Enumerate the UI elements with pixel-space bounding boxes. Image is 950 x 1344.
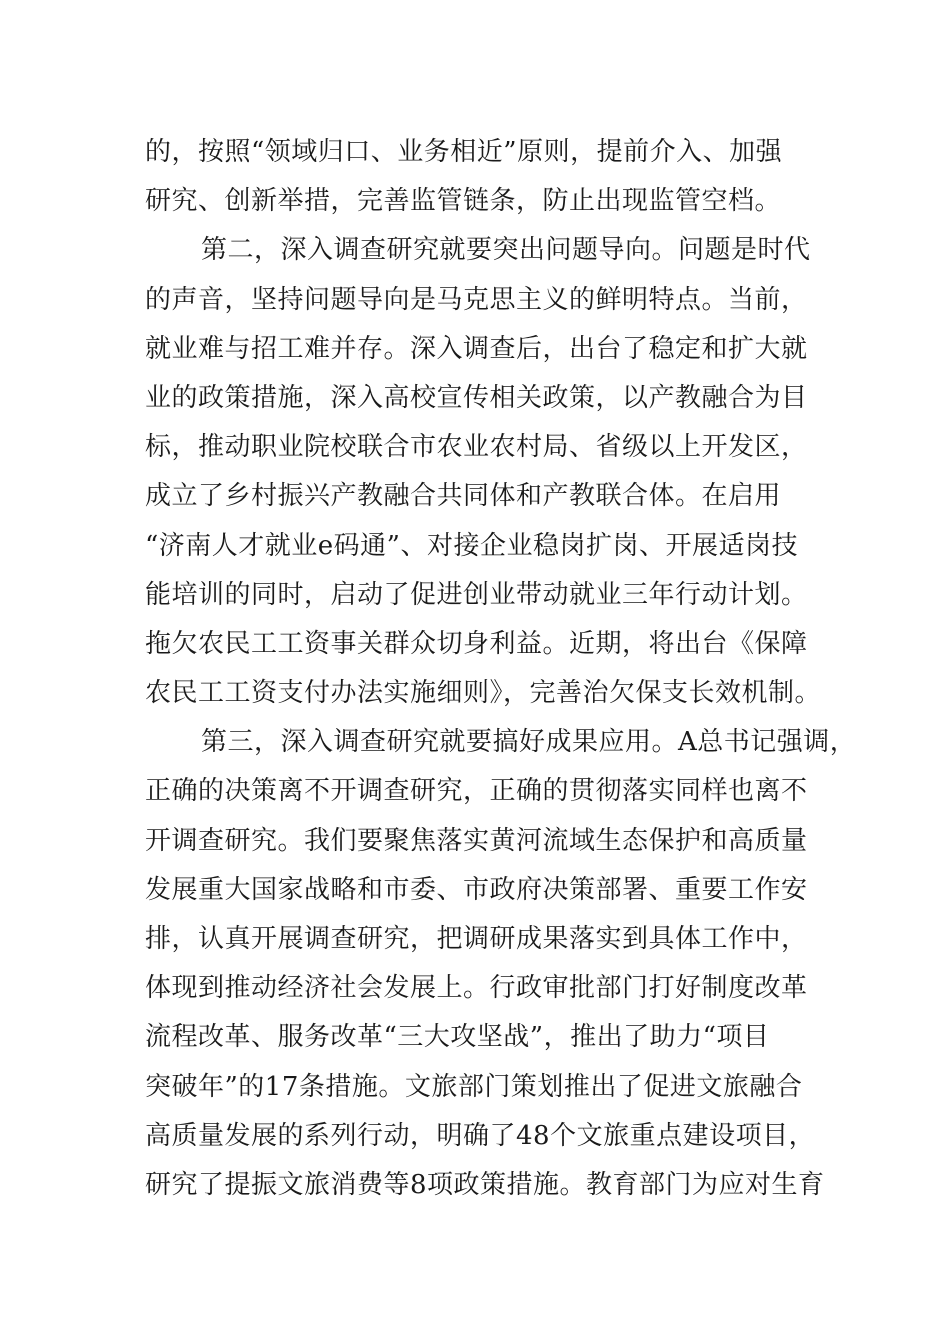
text-line: 流程改革、服务改革“三大攻坚战”，推出了助力“项目 [145,1022,770,1053]
text-line: 突破年”的17条措施。文旅部门策划推出了促进文旅融合 [145,1071,803,1102]
text-line: 拖欠农民工工资事关群众切身利益。近期，将出台《保障 [145,628,808,659]
text-line: 成立了乡村振兴产教融合共同体和产教联合体。在启用 [145,481,782,512]
text-line: “济南人才就业e码通”、对接企业稳岗扩岗、开展适岗技 [145,530,798,561]
text-line: 能培训的同时，启动了促进创业带动就业三年行动计划。 [145,579,808,610]
text-line: 正确的决策离不开调查研究，正确的贯彻落实同样也离不 [145,776,808,807]
text-line: 业的政策措施，深入高校宣传相关政策，以产教融合为目 [145,382,808,413]
text-line: 高质量发展的系列行动，明确了48个文旅重点建设项目， [145,1120,816,1151]
text-line: 体现到推动经济社会发展上。行政审批部门打好制度改革 [145,973,808,1004]
body-text [145,128,857,1210]
text-line: 标，推动职业院校联合市农业农村局、省级以上开发区， [145,432,808,463]
text-line: 就业难与招工难并存。深入调查后，出台了稳定和扩大就 [145,333,808,364]
text-line: 发展重大国家战略和市委、市政府决策部署、重要工作安 [145,874,808,905]
text-line: 研究了提振文旅消费等8项政策措施。教育部门为应对生育 [145,1169,825,1200]
text-line: 研究、创新举措，完善监管链条，防止出现监管空档。 [145,186,782,217]
text-line: 的声音，坚持问题导向是马克思主义的鲜明特点。当前， [145,284,808,315]
text-line: 开调查研究。我们要聚焦落实黄河流域生态保护和高质量 [145,825,808,856]
text-line: 的，按照“领域归口、业务相近”原则，提前介入、加强 [145,137,783,167]
paragraph-start-line: 第三，深入调查研究就要搞好成果应用。A总书记强调， [201,727,857,758]
paragraph-start-line: 第二，深入调查研究就要突出问题导向。问题是时代 [201,235,811,266]
text-line: 排，认真开展调查研究，把调研成果落实到具体工作中， [145,924,808,954]
text-line: 农民工工资支付办法实施细则》，完善治欠保支长效机制。 [145,678,822,709]
